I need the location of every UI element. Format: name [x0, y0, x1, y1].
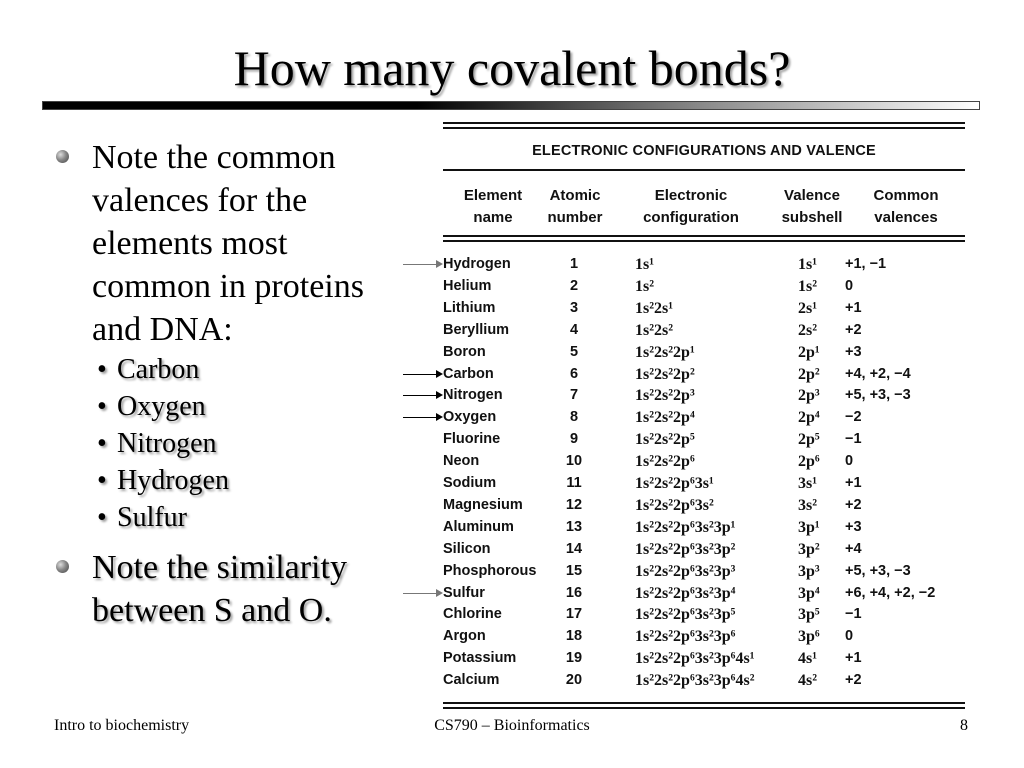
element-name-cell: Argon: [443, 628, 486, 645]
table-row: [443, 584, 965, 606]
bullet-dot-icon: [56, 560, 69, 573]
element-name-cell: Sodium: [443, 475, 497, 491]
bullet-item: [52, 546, 397, 632]
element-name-cell: Potassium: [443, 650, 517, 667]
electronic-configuration-cell: 1s²2s²2p⁶3s¹: [635, 475, 714, 492]
electronic-configuration-cell: 1s²2s²2p⁶: [635, 453, 695, 471]
sub-bullet-dot-icon: •: [97, 354, 107, 385]
common-valences-cell: +5, +3, −3: [845, 387, 911, 404]
element-name-cell: Hydrogen: [443, 256, 511, 272]
table-row: [443, 365, 965, 387]
element-name-cell: Helium: [443, 277, 492, 294]
header-common-valences: Common valences: [873, 187, 939, 226]
sub-bullet-item: [97, 388, 397, 425]
atomic-number-cell: 5: [569, 343, 579, 360]
element-name-cell: Phosphorous: [443, 562, 537, 579]
sub-bullet-dot-icon: •: [97, 391, 107, 422]
atomic-number-cell: 10: [565, 453, 583, 470]
table-rule: [443, 702, 965, 704]
sub-bullet-dot-icon: •: [97, 465, 107, 496]
electronic-configuration-cell: 1s²2s²2p⁶3s²3p³: [635, 562, 736, 580]
slide-title: How many covalent bonds?: [233, 40, 791, 96]
arrow-icon: [403, 374, 437, 375]
table-rule: [443, 707, 965, 709]
sub-bullet-text: Oxygen: [117, 391, 206, 422]
bullet-text-similarity: Note the similarity between S and O.: [92, 549, 347, 629]
sub-bullet-dot-icon: •: [97, 428, 107, 459]
atomic-number-cell: 15: [565, 562, 583, 579]
electronic-configuration-cell: 1s²2s²2p⁶3s²3p¹: [635, 518, 736, 536]
common-valences-cell: +2: [845, 672, 862, 689]
valence-subshell-cell: 2p¹: [798, 343, 820, 361]
valence-subshell-cell: 4s²: [798, 672, 818, 690]
common-valences-cell: +2: [845, 321, 862, 338]
element-name-cell: Carbon: [443, 365, 494, 382]
sub-bullet-dot-icon: •: [97, 502, 107, 533]
atomic-number-cell: 14: [565, 540, 583, 557]
sub-bullet-text: Hydrogen: [117, 465, 229, 496]
common-valences-cell: 0: [845, 453, 854, 470]
element-name-cell: Silicon: [443, 540, 491, 557]
atomic-number-cell: 18: [565, 628, 583, 645]
element-name-cell: Oxygen: [443, 409, 497, 426]
title-divider: [42, 101, 980, 110]
element-name-cell: Beryllium: [443, 321, 510, 338]
arrow-icon: [403, 417, 437, 418]
valence-subshell-cell: 3p⁵: [798, 606, 820, 624]
sub-bullet-text: Carbon: [117, 354, 200, 385]
common-valences-cell: 0: [845, 277, 854, 294]
atomic-number-cell: 8: [569, 409, 579, 426]
valence-subshell-cell: 4s¹: [798, 650, 818, 668]
header-atomic-number: Atomic number: [547, 187, 603, 226]
footer-page-number: 8: [960, 717, 968, 734]
table-row: [443, 408, 965, 430]
element-sublist: [52, 351, 397, 536]
valence-subshell-cell: 2s²: [798, 321, 818, 339]
electronic-configuration-cell: 1s²: [635, 277, 655, 295]
sub-bullet-text: Sulfur: [117, 502, 187, 533]
electronic-configuration-cell: 1s²2s²2p⁶3s²3p⁶4s¹: [635, 650, 755, 668]
valence-subshell-cell: 3p³: [798, 562, 820, 580]
element-name-cell: Aluminum: [443, 518, 514, 535]
bullet-list: [52, 136, 397, 632]
atomic-number-cell: 20: [565, 672, 583, 689]
table-row: [443, 321, 965, 343]
header-valence-subshell: Valence subshell: [781, 187, 843, 226]
header-element-name: Element name: [463, 187, 523, 226]
valence-subshell-cell: 3p²: [798, 540, 820, 558]
electronic-configuration-cell: 1s²2s²2p⁶3s²3p⁶: [635, 628, 736, 646]
table-rule: [443, 235, 965, 237]
atomic-number-cell: 11: [566, 475, 582, 491]
common-valences-cell: +1: [845, 299, 862, 316]
electronic-configuration-cell: 1s²2s²2p⁴: [635, 409, 695, 427]
table-row: [443, 671, 965, 693]
common-valences-cell: −2: [845, 409, 862, 426]
atomic-number-cell: 1: [569, 256, 579, 272]
valence-subshell-cell: 3p⁶: [798, 628, 820, 646]
element-name-cell: Lithium: [443, 299, 496, 316]
common-valences-cell: +1: [845, 650, 862, 667]
atomic-number-cell: 9: [569, 431, 579, 448]
valence-subshell-cell: 3p¹: [798, 518, 820, 536]
common-valences-cell: +2: [845, 496, 862, 513]
common-valences-cell: +6, +4, +2, −2: [845, 584, 936, 601]
atomic-number-cell: 4: [569, 321, 579, 338]
table-row: [443, 605, 965, 627]
table-rule: [443, 169, 965, 171]
table-rule: [443, 127, 965, 129]
element-name-cell: Boron: [443, 343, 486, 360]
table-row: [443, 562, 965, 584]
electronic-configuration-cell: 1s²2s²2p³: [635, 387, 695, 405]
atomic-number-cell: 17: [565, 606, 583, 623]
table-row: [443, 343, 965, 365]
sub-bullet-item: [97, 462, 397, 499]
bullet-text-common-valences: Note the common valences for the elements most common in proteins and DNA:: [92, 139, 364, 348]
table-row: [443, 649, 965, 671]
arrow-icon: [403, 264, 437, 265]
valence-subshell-cell: 2p⁴: [798, 409, 820, 427]
footer-subject: CS790 – Bioinformatics: [434, 717, 590, 734]
electronic-configuration-cell: 1s²2s²2p⁶3s²3p²: [635, 540, 736, 558]
sub-bullet-item: [97, 425, 397, 462]
common-valences-cell: −1: [845, 431, 862, 448]
atomic-number-cell: 7: [569, 387, 579, 404]
arrow-icon: [403, 395, 437, 396]
table-title: ELECTRONIC CONFIGURATIONS AND VALENCE: [532, 143, 876, 159]
electronic-configuration-cell: 1s²2s²: [635, 321, 674, 339]
common-valences-cell: +1: [845, 475, 862, 491]
common-valences-cell: +5, +3, −3: [845, 562, 911, 579]
valence-subshell-cell: 1s¹: [798, 256, 818, 273]
sub-bullet-item: [97, 351, 397, 388]
table-row: [443, 474, 965, 496]
table-row: [443, 496, 965, 518]
valence-subshell-cell: 2p³: [798, 387, 820, 405]
valence-table: [443, 122, 965, 710]
electronic-configuration-cell: 1s²2s²2p²: [635, 365, 695, 383]
header-electronic-configuration: Electronic configuration: [643, 187, 739, 226]
table-row: [443, 299, 965, 321]
common-valences-cell: +4: [845, 540, 862, 557]
element-name-cell: Neon: [443, 453, 480, 470]
atomic-number-cell: 16: [565, 584, 583, 601]
valence-subshell-cell: 3s¹: [798, 475, 818, 492]
valence-subshell-cell: 2p⁶: [798, 453, 820, 471]
bullet-dot-icon: [56, 150, 69, 163]
common-valences-cell: +4, +2, −4: [845, 365, 911, 382]
atomic-number-cell: 19: [565, 650, 583, 667]
atomic-number-cell: 3: [569, 299, 579, 316]
valence-subshell-cell: 2p⁵: [798, 431, 820, 449]
atomic-number-cell: 12: [565, 496, 583, 513]
electronic-configuration-cell: 1s²2s²2p¹: [635, 343, 695, 361]
footer-course: Intro to biochemistry: [54, 717, 190, 734]
electronic-configuration-cell: 1s²2s¹: [635, 299, 674, 317]
electronic-configuration-cell: 1s²2s²2p⁶3s²3p⁵: [635, 606, 736, 624]
element-name-cell: Calcium: [443, 672, 500, 689]
electronic-configuration-cell: 1s²2s²2p⁵: [635, 431, 695, 449]
valence-subshell-cell: 2s¹: [798, 299, 818, 317]
electronic-configuration-cell: 1s¹: [635, 256, 655, 273]
atomic-number-cell: 13: [565, 518, 583, 535]
sub-bullet-item: [97, 499, 397, 536]
common-valences-cell: +1, −1: [845, 256, 887, 272]
element-name-cell: Chlorine: [443, 606, 502, 623]
table-row: [443, 518, 965, 540]
common-valences-cell: +3: [845, 343, 862, 360]
table-row: [443, 386, 965, 408]
element-name-cell: Fluorine: [443, 431, 501, 448]
table-row: [443, 540, 965, 562]
element-name-cell: Nitrogen: [443, 387, 503, 404]
arrow-icon: [403, 593, 437, 594]
valence-subshell-cell: 3s²: [798, 496, 818, 514]
electronic-configuration-cell: 1s²2s²2p⁶3s²: [635, 496, 714, 514]
table-row: [443, 255, 965, 277]
atomic-number-cell: 6: [569, 365, 579, 382]
valence-subshell-cell: 2p²: [798, 365, 820, 383]
bullet-item: [52, 136, 397, 351]
common-valences-cell: 0: [845, 628, 854, 645]
electronic-configuration-cell: 1s²2s²2p⁶3s²3p⁶4s²: [635, 672, 755, 690]
element-name-cell: Sulfur: [443, 584, 485, 601]
table-rule: [443, 122, 965, 124]
table-row: [443, 430, 965, 452]
common-valences-cell: +3: [845, 518, 862, 535]
table-row: [443, 452, 965, 474]
element-name-cell: Magnesium: [443, 496, 523, 513]
valence-subshell-cell: 1s²: [798, 277, 818, 295]
electronic-configuration-cell: 1s²2s²2p⁶3s²3p⁴: [635, 584, 736, 602]
table-rule: [443, 240, 965, 242]
atomic-number-cell: 2: [569, 277, 579, 294]
sub-bullet-text: Nitrogen: [117, 428, 217, 459]
table-row: [443, 277, 965, 299]
table-row: [443, 627, 965, 649]
common-valences-cell: −1: [845, 606, 862, 623]
valence-subshell-cell: 3p⁴: [798, 584, 820, 602]
